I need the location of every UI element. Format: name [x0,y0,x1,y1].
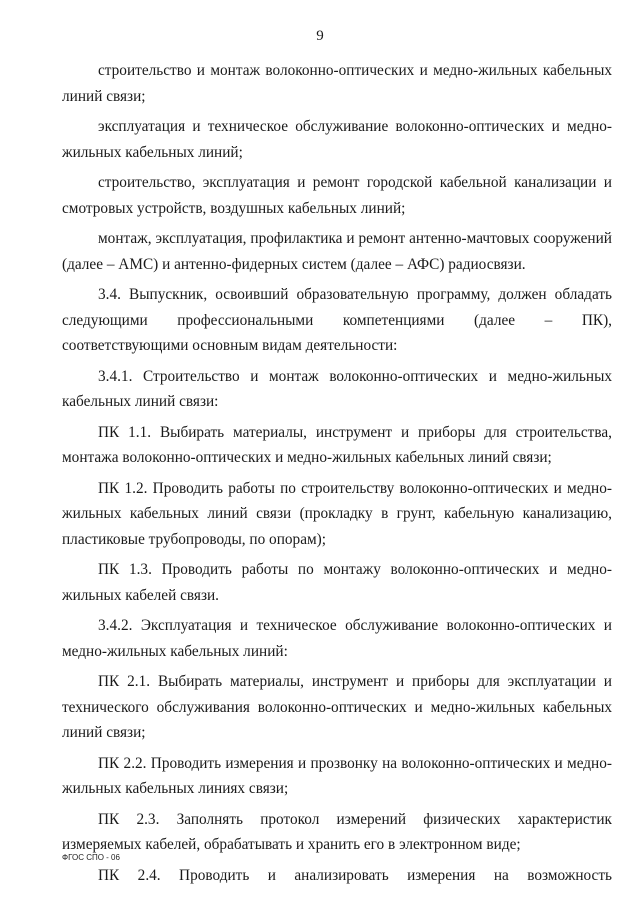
paragraph-section-3-4-1: 3.4.1. Строительство и монтаж волоконно-оптических и медно-жильных кабельных линий связи: [62,367,612,410]
paragraph-activity-maintenance: эксплуатация и техническое обслуживание волоконно-оптических и медно-жильных кабельных линий; [62,118,612,161]
paragraph-section-3-4-2: 3.4.2. Эксплуатация и техническое обслуживание волоконно-оптических и медно-жильных кабельных линий: [62,617,612,660]
paragraph-pk-1-1: ПК 1.1. Выбирать материалы, инструмент и приборы для строительства, монтажа волоконно-оптических и медно-жильных кабельных линий связи; [62,423,612,466]
page-number: 9 [316,28,324,44]
paragraph-activity-construction: строительство и монтаж волоконно-оптических и медно-жильных кабельных линий связи; [62,62,612,105]
paragraph-activity-antenna: монтаж, эксплуатация, профилактика и ремонт антенно-мачтовых сооружений (далее – АМС) и антенно-фидерных систем (далее – АФС) радиосвязи. [62,230,612,273]
paragraph-pk-2-1: ПК 2.1. Выбирать материалы, инструмент и приборы для эксплуатации и технического обслуживания волоконно-оптических и медно-жильных кабельных линий связи; [62,673,612,741]
paragraph-pk-2-2: ПК 2.2. Проводить измерения и прозвонку на волоконно-оптических и медно-жильных кабельных линиях связи; [62,754,612,797]
page-body [62,58,612,893]
paragraph-pk-1-3: ПК 1.3. Проводить работы по монтажу волоконно-оптических и медно-жильных кабелей связи. [62,561,612,604]
paragraph-pk-2-3: ПК 2.3. Заполнять протокол измерений физических характеристик измеряемых кабелей, обрабатывать и хранить его в электронном виде; [62,810,612,853]
paragraph-activity-sewer: строительство, эксплуатация и ремонт городской кабельной канализации и смотровых устройств, воздушных кабельных линий; [62,174,612,217]
paragraph-pk-1-2: ПК 1.2. Проводить работы по строительству волоконно-оптических и медно-жильных кабельных линий связи (прокладку в грунт, кабельную канализацию, пластиковые трубопроводы, по опорам); [62,479,612,548]
paragraph-pk-2-4: ПК 2.4. Проводить и анализировать измерения на возможность [98,866,612,884]
footer-label: ФГОС СПО - 06 [62,853,120,862]
paragraph-section-3-4: 3.4. Выпускник, освоивший образовательную программу, должен обладать следующими профессиональными компетенциями (далее – ПК), соответствующими основным видам деятельности: [62,286,612,354]
